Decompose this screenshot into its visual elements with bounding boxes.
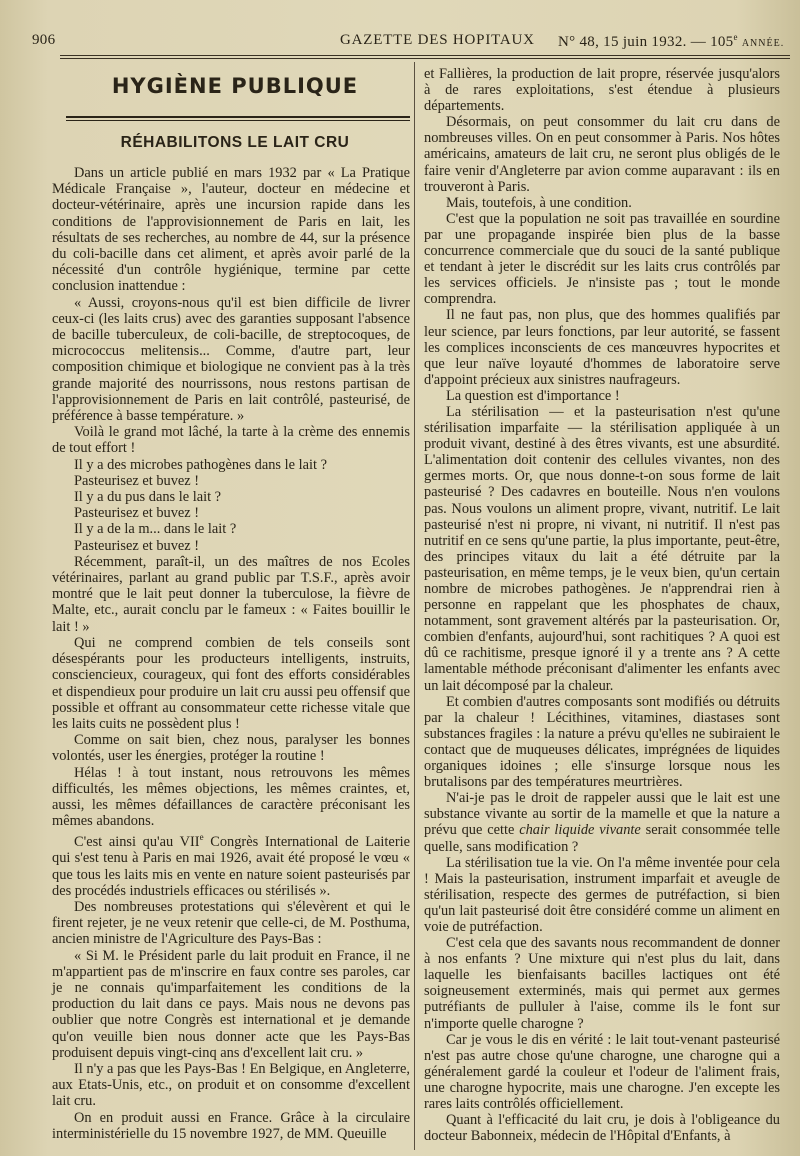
dialogue-line: Pasteurisez et buvez !: [74, 472, 200, 489]
dialogue-line: Il y a des microbes pathogènes dans le lait ?: [74, 456, 327, 473]
header-rule: [60, 55, 790, 56]
dialogue-line: Il y a de la m... dans le lait ?: [74, 521, 237, 538]
issue-info: N° 48, 15 juin 1932. — 105e ANNÉE.: [558, 32, 785, 50]
page-number: 906: [32, 32, 56, 48]
article-title: RÉHABILITONS LE LAIT CRU: [120, 134, 350, 151]
section-rule: [66, 116, 410, 118]
paragraph: Il ne faut pas, non plus, que des hommes qualifiés par leur science, par leurs fonctions, par leur autorité, se fassent les complices inconscients de ces manœuvres hypocrites et que leur naïve loyauté d'hommes de laboratoire serve d'appoint précieux aux sinistres naufrageurs.: [424, 307, 780, 388]
paragraph: C'est ainsi qu'au VIIe Congrès International de Laiterie qui s'est tenu à Paris en mai 1926, avait été proposé le vœu « que tous les laits mis en vente en nature soient pasteurisés par des procédés industriels efficaces ou stérilisés ».: [52, 832, 410, 899]
paragraph: Voilà le grand mot lâché, la tarte à la crème des ennemis de tout effort !: [52, 424, 410, 457]
section-title: HYGIÈNE PUBLIQUE: [111, 74, 359, 98]
text-column-left: [52, 165, 410, 1142]
dialogue-line: Pasteurisez et buvez !: [74, 537, 200, 554]
dialogue-line: Il y a du pus dans le lait ?: [74, 489, 222, 506]
paragraph: La question est d'importance !: [446, 387, 620, 404]
text-column-right: [424, 66, 780, 1144]
paragraph: Car je vous le dis en vérité : le lait tout-venant pasteurisé n'est pas autre chose qu'une charogne, une charogne qui a généralement gardé la couleur et l'odeur de l'aliment frais, une charogne hypocrite, mais une charogne. J'en excepte les rares laits contrôlés officiellement.: [424, 1031, 780, 1112]
paragraph: Des nombreuses protestations qui s'élevèrent et qui le firent rejeter, je ne veux retenir que celle-ci, de M. Posthuma, ancien ministre de l'Agriculture des Pays-Bas :: [52, 898, 410, 948]
section-rule-thin: [66, 120, 410, 121]
journal-title: GAZETTE DES HOPITAUX: [340, 32, 535, 48]
paragraph: Désormais, on peut consommer du lait cru dans de nombreuses villes. On en peut consommer à Paris. Nos hôtes américains, amateurs de lait cru, ne seront plus obligés de le faire venir d'Angleterre par avion comme auparavant : ils en trouveront à Paris.: [424, 114, 780, 195]
header-rule-double: [60, 58, 790, 59]
paragraph: Hélas ! à tout instant, nous retrouvons les mêmes difficultés, les mêmes objections, les mêmes craintes, et, aussi, les mêmes défaillances de caractère préconisant les mêmes abandons.: [52, 764, 410, 830]
paragraph: C'est que la population ne soit pas travaillée en sourdine par une propagande inspirée bien plus de la basse concurrence commerciale que du souci de la santé publique et tendant à jeter le discrédit sur les laits crus contrôlés par les services officiels. Je n'insiste pas ; tout le monde comprendra.: [424, 210, 780, 308]
paragraph: On en produit aussi en France. Grâce à la circulaire interministérielle du 15 novembre 1927, de MM. Queuille: [52, 1109, 410, 1142]
paragraph: Il n'y a pas que les Pays-Bas ! En Belgique, en Angleterre, aux Etats-Unis, etc., on produit et on consomme d'excellent lait cru.: [52, 1060, 410, 1110]
paragraph: Et combien d'autres composants sont modifiés ou détruits par la chaleur ! Lécithines, vitamines, diastases sont substances fragiles : la nature a prévu qu'elles ne subiraient le contact que de muqueuses délicates, imprégnées de liquides organiques idoines ; elle s'insurge lorsque nous les brutalisons par des températures meurtrières.: [424, 693, 780, 791]
paragraph: N'ai-je pas le droit de rappeler aussi que le lait est une substance vivante au sortir de la mamelle et que la nature a prévu que cette chair liquide vivante serait consommée telle quelle, sans modification ?: [424, 790, 780, 855]
column-separator: [414, 62, 415, 1150]
paragraph: Qui ne comprend combien de tels conseils sont désespérants pour les producteurs intelligents, instruits, consciencieux, courageux, qui font des efforts considérables et dispendieux pour produire un lait cru aussi peu offensif que possible et offrant au consommateur cette richesse vitale que les laits cuits ne possèdent plus !: [52, 634, 410, 732]
emphasis: chair liquide vivante: [519, 822, 641, 839]
dialogue-line: Pasteurisez et buvez !: [74, 505, 200, 522]
paragraph: Mais, toutefois, à une condition.: [446, 194, 632, 211]
paragraph: Comme on sait bien, chez nous, paralyser les bonnes volontés, user les énergies, protéger la routine !: [52, 732, 410, 765]
paragraph: C'est cela que des savants nous recommandent de donner à nos enfants ? Une mixture qui n'est plus du lait, dans laquelle les bienfaisants bacilles lactiques ont été soigneusement exterminés, mais qui permet aux germes putréfiants de pulluler à l'aise, comme ils le font sur n'importe quelle charogne ?: [424, 935, 780, 1032]
quote-paragraph: « Aussi, croyons-nous qu'il est bien difficile de livrer ceux-ci (les laits crus) avec des garanties supposant l'absence de bacille tuberculeux, de coli-bacille, de streptocoques, de micrococcus melitensis... Comme, d'autre part, leur composition chimique et biologique ne convient pas à la très grande majorité des nourrissons, nous restons partisan de l'approvisionnement de Paris en lait contrôlé, pasteurisé, de préférence à basse température. »: [52, 294, 410, 425]
paragraph: Dans un article publié en mars 1932 par « La Pratique Médicale Française », l'auteur, docteur en médecine et docteur-vétérinaire, après une incursion rapide dans les conditions de l'approvisionnement de Paris en lait, les résultats de ses recherches, au nombre de 44, sur la présence du coli-bacille dans cet aliment, et après avoir parlé de la nécessité d'un contrôle hygiénique, termine par cette conclusion inattendue :: [52, 165, 410, 295]
paragraph: La stérilisation — et la pasteurisation n'est qu'une stérilisation imparfaite — la stérilisation appliquée à un produit vivant, destiné à des êtres vivants, est une absurdité. L'alimentation doit contenir des cellules vivantes, non des germes morts. Or, que nous donne-t-on sous forme de lait pasteurisé ? Des cadavres en bouteille. Nous n'en voulons pas. Nous voulons un aliment propre, vivant, nutritif. Le lait pasteurisé n'est ni propre, ni vivant, ni nutritif. Il n'est pas nutritif en ce sens qu'une partie, la plus importante, peut-être, des principes vitaux du lait a été détruite par la pasteurisation, en même temps, je le veux bien, qu'un certain nombre de microbes pathogènes. Je n'apprendrai rien à personne en rappelant que les phosphates de chaux, notamment, sont gravement altérés par la pasteurisation. Or, combien d'enfants, aujourd'hui, sont rachitiques ? A quoi est dû ce rachitisme, presque ignoré il y a trente ans ? A cette lamentable méthode préconisant d'alimenter les enfants avec un lait décomposé par la chaleur.: [424, 403, 780, 694]
quote-paragraph: « Si M. le Président parle du lait produit en France, il ne m'appartient pas de m'inscrire en faux contre ses paroles, car je ne connais qu'imparfaitement les conditions de la production du lait dans ce pays. Mais nous ne devons pas oublier que notre Congrès est international et je demande qu'on veuille bien nous donner acte que les Pays-Bas produisent depuis vingt-cinq ans d'excellent lait cru. »: [52, 947, 410, 1061]
paragraph: Récemment, paraît-il, un des maîtres de nos Ecoles vétérinaires, parlant au grand public par T.S.F., après avoir montré que le lait peut donner la tuberculose, la fièvre de Malte, etc., aurait conclu par le fameux : « Faites bouillir le lait ! »: [52, 553, 410, 635]
paragraph: La stérilisation tue la vie. On l'a même inventée pour cela ! Mais la pasteurisation, instrument imparfait et aveugle de stérilisation, respecte des germes de putréfaction, si bien qu'un lait pasteurisé doit être considéré comme un aliment en voie de putréfaction.: [424, 854, 780, 935]
page-header: [30, 30, 790, 52]
paragraph: Quant à l'efficacité du lait cru, je dois à l'obligeance du docteur Babonneix, médecin de l'Hôpital d'Enfants, à: [424, 1112, 780, 1145]
paragraph-continued: et Fallières, la production de lait propre, réservée jusqu'alors à de rares exploitations, s'est étendue à plusieurs départements.: [424, 66, 780, 115]
